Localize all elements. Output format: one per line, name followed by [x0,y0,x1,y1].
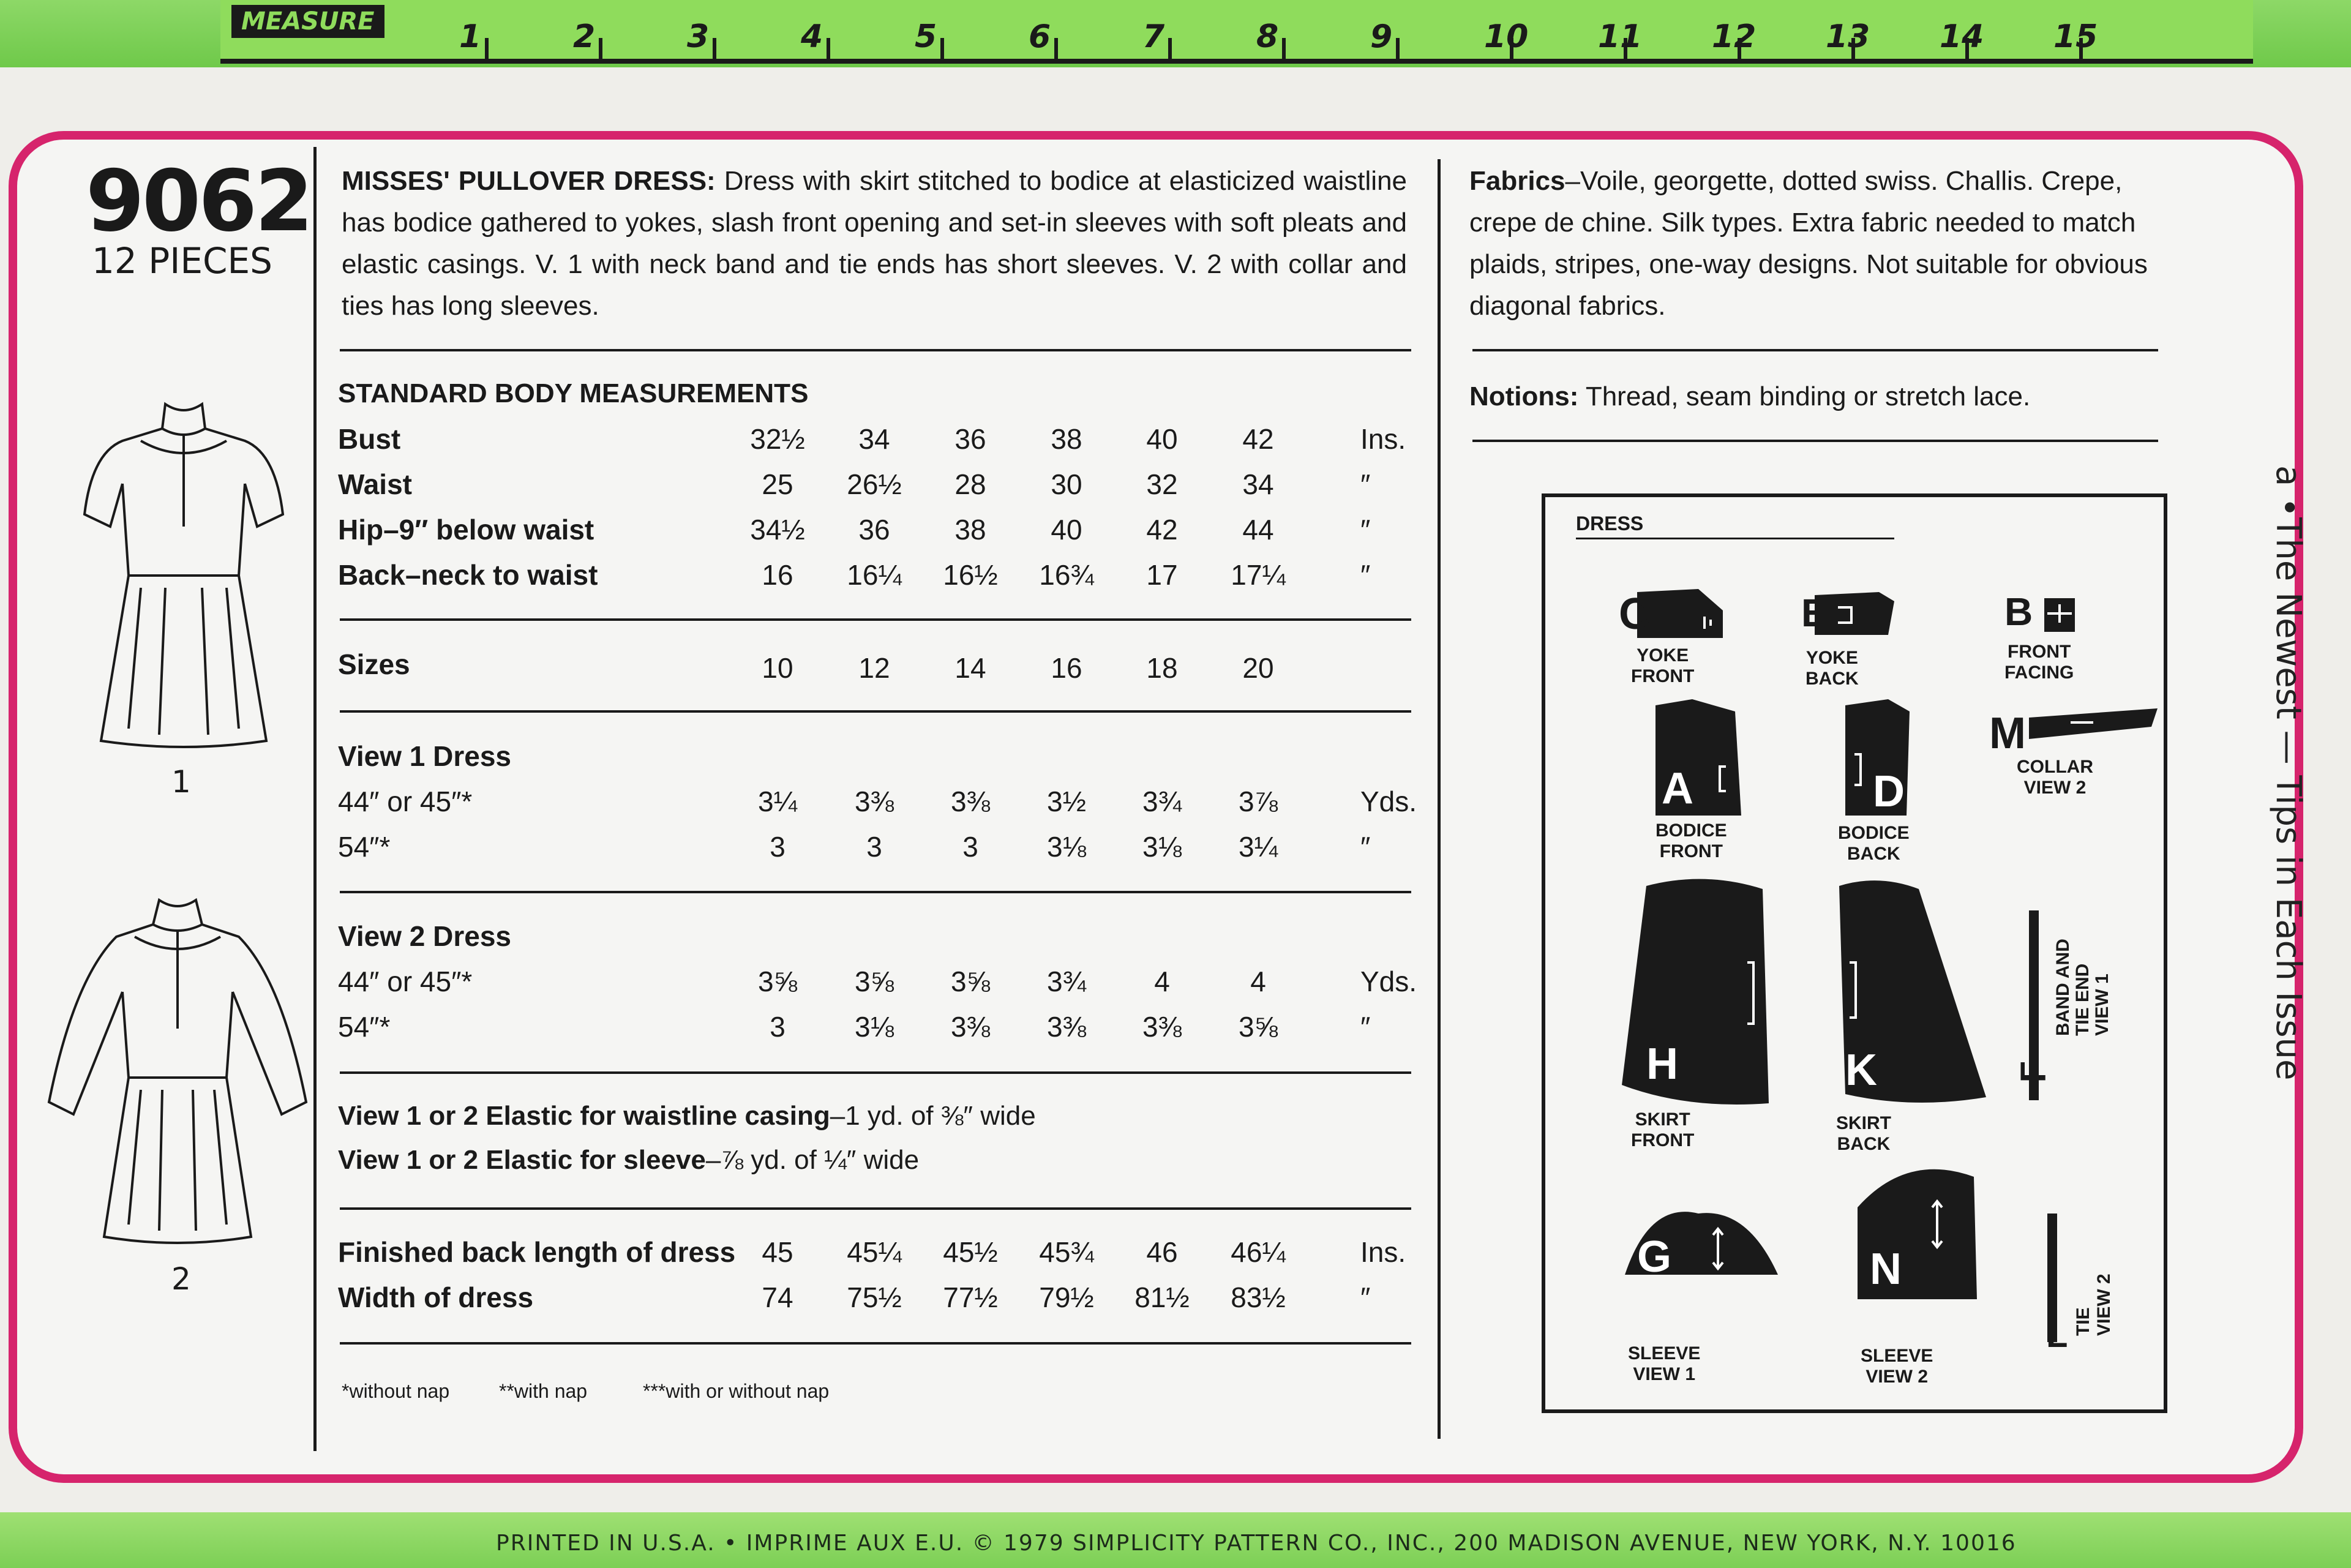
piece-k-letter: K [1845,1046,1877,1095]
table-cell: 3¾ [1142,786,1182,817]
table-cell: 3⅜ [1047,1011,1086,1043]
unit-label: ″ [1360,559,1371,591]
footnote-without-nap: *without nap [342,1380,450,1402]
ruler-number: 9 [1370,18,1393,55]
row-label: Finished back length of dress [338,1236,736,1268]
piece-g-letter: G [1637,1232,1672,1281]
row-label: Hip–9″ below waist [338,514,594,546]
rule-5 [340,1071,1411,1074]
table-cell: 79½ [1039,1281,1094,1313]
rule-right-2 [1472,440,2158,442]
table-cell: 36 [858,514,890,546]
rule-right-1 [1472,349,2158,351]
fabrics-text [1469,160,2161,327]
table-cell: 4 [1154,966,1170,997]
size-cell: 16 [1051,652,1082,684]
piece-n-label: SLEEVE VIEW 2 [1861,1346,1933,1387]
unit-label: ″ [1360,514,1371,546]
table-cell: 26½ [847,468,902,500]
ruler-tick [940,38,944,59]
piece-n-letter: N [1870,1245,1902,1294]
piece-count: 12 PIECES [92,240,272,282]
table-cell: 75½ [847,1281,902,1313]
table-cell: 45¼ [847,1236,902,1268]
table-cell: 3⅝ [951,966,990,997]
ruler-number: 12 [1712,18,1757,55]
piece-g-label: SLEEVE VIEW 1 [1628,1343,1701,1384]
table-cell: 17¼ [1231,559,1286,591]
table-cell: 17 [1146,559,1178,591]
row-label: 54″* [338,1011,391,1043]
table-cell: 32½ [750,423,805,455]
ruler-number: 2 [573,18,596,55]
piece-k-label: SKIRT BACK [1836,1113,1891,1154]
ruler-tick [485,38,489,59]
center-divider [1438,159,1441,1439]
unit-label: ″ [1360,468,1371,500]
view-2-sketch [37,894,318,1249]
pattern-pieces-diagram [1542,493,2167,1413]
fabrics-title: Fabrics [1469,166,1565,196]
ruler-number: 3 [687,18,710,55]
pattern-number: 9062 [86,152,312,250]
table-cell: 36 [954,423,986,455]
table-cell: 45¾ [1039,1236,1094,1268]
size-cell: 20 [1242,652,1274,684]
piece-a-letter: A [1662,764,1693,813]
size-cell: 14 [954,652,986,684]
table-cell: 16 [762,559,793,591]
ruler-number: 11 [1598,18,1643,55]
table-cell: 3⅜ [855,786,894,817]
notions-title: Notions: [1469,381,1579,411]
table-cell: 42 [1146,514,1178,546]
view-1-sketch [73,392,294,753]
table-cell: 3 [866,831,882,863]
table-cell: 3⅜ [1142,1011,1182,1043]
inch-ruler [220,0,2253,64]
piece-b-letter: B [2004,590,2033,634]
printed-in-usa-line: PRINTED IN U.S.A. • IMPRIME AUX E.U. © 1979 SIMPLICITY PATTERN CO., INC., 200 MADISON AVENUE, NEW YORK, N.Y. 10016 [496,1531,2017,1556]
piece-f-label: BAND AND TIE END VIEW 1 [2053,939,2112,1036]
table-cell: 40 [1051,514,1082,546]
measurements-heading: STANDARD BODY MEASUREMENTS [338,378,809,408]
ruler-number: 15 [2053,18,2098,55]
elastic-waist-amount: –1 yd. of ⅜″ wide [830,1101,1036,1131]
piece-l-letter: L [2046,1315,2068,1355]
piece-c-letter: C [1619,590,1651,639]
ruler-number: 14 [1940,18,1984,55]
fabrics-body: –Voile, georgette, dotted swiss. Challis. Crepe, crepe de chine. Silk types. Extra fabric needed to match plaids, stripes, one-way designs. Not suitable for obvious diagonal fabrics. [1469,166,2148,321]
unit-label: ″ [1360,1281,1371,1313]
table-cell: 16¼ [847,559,902,591]
view-1-number: 1 [171,764,191,800]
table-cell: 81½ [1134,1281,1190,1313]
sizes-label: Sizes [338,648,410,680]
unit-label: Ins. [1360,423,1406,455]
piece-m-letter: M [1989,709,2026,758]
ruler-label: MEASURE [231,5,384,38]
table-cell: 3⅝ [1239,1011,1278,1043]
unit-label: ″ [1360,1011,1371,1043]
pattern-description [342,160,1407,327]
table-cell: 38 [954,514,986,546]
table-cell: 45 [762,1236,793,1268]
table-cell: 3⅛ [1047,831,1086,863]
row-label: Waist [338,468,412,500]
table-cell: 44 [1242,514,1274,546]
row-label: 44″ or 45″* [338,786,473,817]
view-2-dress-title: View 2 Dress [338,920,512,952]
side-magazine-text: a •The Newest — Tips in Each Issue [2268,465,2308,1081]
table-cell: 3¾ [1047,966,1086,997]
unit-label: Ins. [1360,1236,1406,1268]
ruler-number: 10 [1484,18,1529,55]
table-cell: 34 [1242,468,1274,500]
rule-3 [340,710,1411,713]
elastic-sleeve-label: View 1 or 2 Elastic for sleeve [338,1145,706,1175]
table-cell: 25 [762,468,793,500]
table-cell: 32 [1146,468,1178,500]
table-cell: 16½ [943,559,998,591]
ruler-tick [1282,38,1286,59]
row-label: Width of dress [338,1281,534,1313]
unit-label: Yds. [1360,966,1417,997]
table-cell: 45½ [943,1236,998,1268]
elastic-waist-label: View 1 or 2 Elastic for waistline casing [338,1101,830,1131]
ruler-number: 5 [915,18,937,55]
table-cell: 3½ [1047,786,1086,817]
ruler-number: 8 [1256,18,1279,55]
notions-text [1469,376,2161,418]
table-cell: 42 [1242,423,1274,455]
table-cell: 77½ [943,1281,998,1313]
piece-f-letter: F [2014,1060,2054,1083]
piece-b-label: FRONT FACING [2004,642,2074,683]
rule-2 [340,618,1411,621]
table-cell: 30 [1051,468,1082,500]
table-cell: 74 [762,1281,793,1313]
ruler-number: 13 [1826,18,1870,55]
ruler-number: 1 [459,18,482,55]
description-title: MISSES' PULLOVER DRESS: [342,166,716,196]
table-cell: 3 [770,1011,786,1043]
unit-label: Yds. [1360,786,1417,817]
ruler-number: 6 [1029,18,1051,55]
table-cell: 46 [1146,1236,1178,1268]
piece-c-label: YOKE FRONT [1631,645,1695,686]
elastic-waist [338,1101,1036,1131]
piece-e-label: YOKE BACK [1805,648,1859,689]
table-cell: 46¼ [1231,1236,1286,1268]
notions-body: Thread, seam binding or stretch lace. [1578,381,2031,411]
table-cell: 3⅜ [951,1011,990,1043]
row-label: Back–neck to waist [338,559,598,591]
rule-4 [340,891,1411,893]
rule-7 [340,1342,1411,1345]
table-cell: 16¾ [1039,559,1094,591]
table-cell: 3⅜ [951,786,990,817]
table-cell: 3 [962,831,978,863]
piece-h-label: SKIRT FRONT [1631,1109,1695,1150]
footnote-with-or-without-nap: ***with or without nap [643,1380,830,1402]
ruler-number: 7 [1142,18,1165,55]
piece-a-label: BODICE FRONT [1655,820,1727,861]
table-cell: 3¼ [1239,831,1278,863]
table-cell: 3⅝ [855,966,894,997]
row-label: Bust [338,423,401,455]
piece-l-label: TIE VIEW 2 [2073,1274,2114,1336]
table-cell: 3¼ [758,786,797,817]
piece-e-letter: E [1801,591,1828,635]
piece-m-label: COLLAR VIEW 2 [2017,757,2093,798]
table-cell: 34½ [750,514,805,546]
size-cell: 12 [858,652,890,684]
rule-1 [340,349,1411,351]
ruler-tick [713,38,716,59]
table-cell: 40 [1146,423,1178,455]
unit-label: ″ [1360,831,1371,863]
left-divider [313,147,317,1451]
row-label: 54″* [338,831,391,863]
table-cell: 38 [1051,423,1082,455]
size-cell: 10 [762,652,793,684]
table-cell: 3⅛ [855,1011,894,1043]
ruler-tick [1168,38,1172,59]
table-cell: 3 [770,831,786,863]
view-2-number: 2 [171,1261,191,1297]
ruler-tick [1396,38,1400,59]
description-body: Dress with skirt stitched to bodice at elasticized waistline has bodice gathered to yokes, slash front opening and set-in sleeves with soft pleats and elastic casings. V. 1 with neck band and tie ends has short sleeves. V. 2 with collar and ties has long sleeves. [342,166,1408,321]
table-cell: 3⅞ [1239,786,1278,817]
row-label: 44″ or 45″* [338,966,473,997]
piece-d-letter: D [1873,767,1905,816]
ruler-tick [827,38,830,59]
elastic-sleeve-amount: –⅞ yd. of ¼″ wide [705,1145,920,1175]
table-cell: 4 [1250,966,1266,997]
table-cell: 83½ [1231,1281,1286,1313]
table-cell: 3⅛ [1142,831,1182,863]
rule-6 [340,1207,1411,1210]
piece-d-label: BODICE BACK [1838,823,1910,864]
ruler-tick [599,38,602,59]
size-cell: 18 [1146,652,1178,684]
ruler-number: 4 [801,18,823,55]
piece-h-letter: H [1646,1040,1678,1089]
table-cell: 3⅝ [758,966,797,997]
table-cell: 34 [858,423,890,455]
footnote-with-nap: **with nap [499,1380,588,1402]
ruler-tick [1054,38,1058,59]
table-cell: 28 [954,468,986,500]
view-1-dress-title: View 1 Dress [338,740,512,772]
pieces-heading: DRESS [1576,512,1644,535]
elastic-sleeve [338,1145,919,1176]
